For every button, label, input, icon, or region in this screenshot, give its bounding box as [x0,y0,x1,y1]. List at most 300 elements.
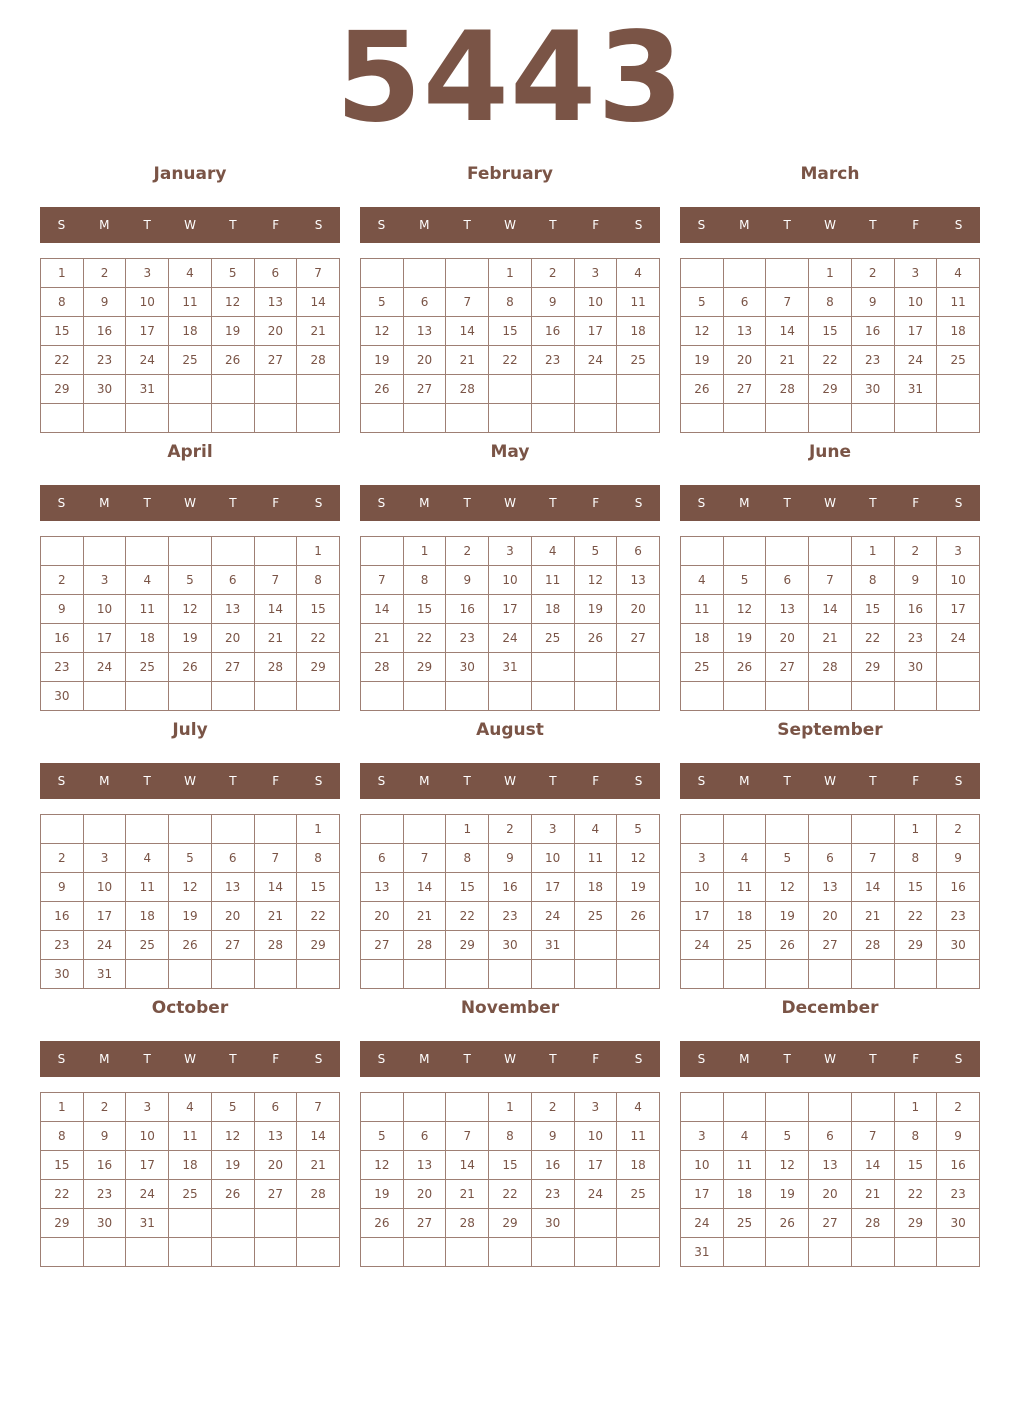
day-cell: 25 [169,346,212,375]
day-cell: 24 [681,931,724,960]
day-cell: 25 [169,1180,212,1209]
empty-day-cell [937,375,980,404]
day-cell: 6 [809,1122,852,1151]
day-cell: 15 [297,595,340,624]
day-cell: 1 [41,1093,84,1122]
weekday-label: S [697,1052,706,1066]
day-cell: 12 [169,873,212,902]
day-cell: 20 [403,1180,446,1209]
day-cell: 16 [937,1151,980,1180]
day-cell: 19 [361,346,404,375]
day-cell: 24 [126,1180,169,1209]
day-cell: 23 [894,624,937,653]
week-row [681,1209,980,1238]
month-april [40,436,340,704]
weekday-label: T [549,218,557,232]
day-cell: 27 [211,931,254,960]
empty-day-cell [723,259,766,288]
empty-day-cell [617,1238,660,1267]
empty-day-cell [361,1093,404,1122]
day-cell: 26 [723,653,766,682]
day-cell: 5 [211,259,254,288]
day-cell: 24 [574,346,617,375]
day-cell: 16 [83,1151,126,1180]
weekday-label: T [229,496,237,510]
empty-day-cell [361,682,404,711]
month-name: November [460,998,560,1018]
day-cell: 14 [361,595,404,624]
weekday-label: S [314,218,323,232]
empty-day-cell [169,815,212,844]
day-cell: 19 [681,346,724,375]
empty-day-cell [297,682,340,711]
weekday-label: S [954,774,963,788]
day-cell: 25 [681,653,724,682]
weekday-label: M [99,496,110,510]
days-grid [680,814,980,989]
week-row [41,931,340,960]
day-cell: 13 [617,566,660,595]
day-cell: 24 [126,346,169,375]
weekday-label: M [419,1052,430,1066]
weekday-label: T [143,496,151,510]
day-cell: 26 [169,931,212,960]
empty-day-cell [446,259,489,288]
empty-day-cell [446,1238,489,1267]
day-cell: 27 [254,1180,297,1209]
day-cell: 29 [894,1209,937,1238]
day-cell: 6 [211,566,254,595]
empty-day-cell [403,1093,446,1122]
weekday-header [360,207,660,243]
day-cell: 26 [574,624,617,653]
month-july [40,714,340,982]
empty-day-cell [126,960,169,989]
empty-day-cell [297,404,340,433]
week-row [361,873,660,902]
day-cell: 5 [617,815,660,844]
empty-day-cell [723,404,766,433]
day-cell: 6 [403,288,446,317]
empty-day-cell [894,960,937,989]
empty-day-cell [809,1093,852,1122]
day-cell: 18 [531,595,574,624]
day-cell: 14 [446,317,489,346]
empty-day-cell [211,682,254,711]
week-row [41,346,340,375]
day-cell: 5 [211,1093,254,1122]
day-cell: 19 [766,1180,809,1209]
empty-day-cell [83,682,126,711]
day-cell: 18 [126,902,169,931]
day-cell: 22 [446,902,489,931]
day-cell: 31 [83,960,126,989]
empty-day-cell [403,682,446,711]
weekday-label: T [549,774,557,788]
empty-day-cell [489,375,532,404]
day-cell: 25 [574,902,617,931]
month-name: March [800,164,860,184]
days-grid [360,1092,660,1267]
weekday-label: M [419,774,430,788]
day-cell: 7 [254,566,297,595]
day-cell: 27 [809,931,852,960]
empty-day-cell [937,1238,980,1267]
weekday-header [360,485,660,521]
empty-day-cell [617,1209,660,1238]
empty-day-cell [723,682,766,711]
day-cell: 14 [851,873,894,902]
empty-day-cell [617,653,660,682]
day-cell: 11 [617,1122,660,1151]
day-cell: 29 [489,1209,532,1238]
month-june [680,436,980,704]
day-cell: 6 [809,844,852,873]
day-cell: 25 [531,624,574,653]
day-cell: 14 [254,873,297,902]
day-cell: 30 [41,960,84,989]
week-row [681,595,980,624]
empty-day-cell [126,404,169,433]
weekday-label: F [272,774,280,788]
empty-day-cell [446,960,489,989]
day-cell: 3 [574,259,617,288]
weekday-label: S [314,1052,323,1066]
empty-day-cell [531,960,574,989]
days-grid [360,258,660,433]
day-cell: 16 [894,595,937,624]
day-cell: 10 [126,1122,169,1151]
weekday-label: W [824,774,836,788]
day-cell: 2 [937,1093,980,1122]
weekday-header [360,763,660,799]
day-cell: 21 [361,624,404,653]
month-name: May [490,442,530,462]
day-cell: 5 [169,566,212,595]
weekday-header [680,207,980,243]
week-row [41,288,340,317]
week-row [41,873,340,902]
day-cell: 16 [446,595,489,624]
empty-day-cell [723,960,766,989]
empty-day-cell [297,960,340,989]
day-cell: 10 [681,1151,724,1180]
day-cell: 20 [766,624,809,653]
empty-day-cell [766,1238,809,1267]
weekday-label: W [824,218,836,232]
day-cell: 11 [126,595,169,624]
week-row [681,1093,980,1122]
empty-day-cell [766,537,809,566]
day-cell: 30 [83,375,126,404]
day-cell: 4 [531,537,574,566]
day-cell: 19 [361,1180,404,1209]
empty-day-cell [83,1238,126,1267]
week-row [361,815,660,844]
days-grid [360,814,660,989]
empty-day-cell [489,682,532,711]
weekday-label: M [99,1052,110,1066]
day-cell: 22 [894,1180,937,1209]
day-cell: 27 [254,346,297,375]
day-cell: 29 [851,653,894,682]
day-cell: 6 [403,1122,446,1151]
day-cell: 2 [851,259,894,288]
day-cell: 28 [851,1209,894,1238]
day-cell: 6 [766,566,809,595]
empty-day-cell [126,537,169,566]
day-cell: 11 [126,873,169,902]
weekday-label: T [869,496,877,510]
day-cell: 21 [809,624,852,653]
empty-day-cell [574,1238,617,1267]
day-cell: 12 [766,873,809,902]
day-cell: 22 [297,902,340,931]
day-cell: 20 [617,595,660,624]
day-cell: 11 [937,288,980,317]
day-cell: 18 [617,317,660,346]
day-cell: 11 [169,288,212,317]
day-cell: 26 [361,1209,404,1238]
day-cell: 27 [211,653,254,682]
empty-day-cell [894,682,937,711]
day-cell: 4 [126,566,169,595]
day-cell: 15 [809,317,852,346]
day-cell: 12 [361,1151,404,1180]
day-cell: 5 [766,1122,809,1151]
week-row [361,566,660,595]
weekday-label: F [592,218,600,232]
week-row [681,537,980,566]
day-cell: 17 [83,902,126,931]
day-cell: 3 [574,1093,617,1122]
day-cell: 17 [681,1180,724,1209]
empty-day-cell [446,682,489,711]
week-row [681,1180,980,1209]
day-cell: 4 [681,566,724,595]
weekday-header [40,485,340,521]
day-cell: 29 [41,1209,84,1238]
day-cell: 4 [617,1093,660,1122]
weekday-label: T [869,774,877,788]
day-cell: 14 [809,595,852,624]
empty-day-cell [254,1209,297,1238]
day-cell: 20 [254,1151,297,1180]
empty-day-cell [403,259,446,288]
day-cell: 29 [446,931,489,960]
empty-day-cell [41,1238,84,1267]
day-cell: 3 [489,537,532,566]
day-cell: 28 [766,375,809,404]
day-cell: 8 [297,844,340,873]
day-cell: 17 [574,317,617,346]
empty-day-cell [937,682,980,711]
empty-day-cell [681,1093,724,1122]
day-cell: 5 [766,844,809,873]
empty-day-cell [297,1238,340,1267]
day-cell: 11 [531,566,574,595]
week-row [41,1238,340,1267]
weekday-header [40,207,340,243]
weekday-label: W [504,496,516,510]
day-cell: 27 [809,1209,852,1238]
day-cell: 15 [489,317,532,346]
weekday-label: T [783,496,791,510]
empty-day-cell [254,537,297,566]
day-cell: 29 [403,653,446,682]
day-cell: 18 [723,902,766,931]
empty-day-cell [83,404,126,433]
day-cell: 3 [937,537,980,566]
day-cell: 8 [41,1122,84,1151]
day-cell: 12 [211,288,254,317]
empty-day-cell [723,815,766,844]
day-cell: 1 [809,259,852,288]
week-row [361,844,660,873]
day-cell: 2 [83,259,126,288]
day-cell: 19 [574,595,617,624]
day-cell: 10 [531,844,574,873]
week-row [361,653,660,682]
weekday-label: F [592,1052,600,1066]
day-cell: 13 [766,595,809,624]
weekday-label: S [954,218,963,232]
day-cell: 21 [297,317,340,346]
day-cell: 10 [681,873,724,902]
day-cell: 21 [766,346,809,375]
day-cell: 4 [723,1122,766,1151]
week-row [681,404,980,433]
day-cell: 15 [297,873,340,902]
day-cell: 27 [361,931,404,960]
day-cell: 23 [41,931,84,960]
empty-day-cell [403,404,446,433]
day-cell: 30 [83,1209,126,1238]
day-cell: 13 [403,317,446,346]
months-grid [40,158,980,1260]
week-row [681,960,980,989]
day-cell: 7 [766,288,809,317]
days-grid [680,258,980,433]
day-cell: 28 [446,1209,489,1238]
weekday-label: S [634,496,643,510]
day-cell: 28 [851,931,894,960]
week-row [361,537,660,566]
day-cell: 22 [894,902,937,931]
weekday-header [680,763,980,799]
weekday-label: T [463,218,471,232]
day-cell: 19 [169,902,212,931]
week-row [41,902,340,931]
empty-day-cell [254,1238,297,1267]
month-name: July [172,720,208,740]
day-cell: 4 [169,259,212,288]
day-cell: 27 [617,624,660,653]
day-cell: 23 [937,902,980,931]
week-row [41,537,340,566]
month-august [360,714,660,982]
week-row [41,1180,340,1209]
day-cell: 23 [531,346,574,375]
month-march [680,158,980,426]
weekday-label: S [634,774,643,788]
month-january [40,158,340,426]
week-row [361,1238,660,1267]
empty-day-cell [851,404,894,433]
day-cell: 12 [361,317,404,346]
day-cell: 21 [446,1180,489,1209]
day-cell: 1 [41,259,84,288]
day-cell: 7 [446,288,489,317]
day-cell: 2 [446,537,489,566]
day-cell: 2 [489,815,532,844]
day-cell: 10 [574,1122,617,1151]
day-cell: 15 [894,873,937,902]
weekday-label: F [912,1052,920,1066]
day-cell: 31 [126,375,169,404]
weekday-label: T [463,774,471,788]
empty-day-cell [126,682,169,711]
weekday-label: M [739,218,750,232]
weekday-label: F [272,496,280,510]
weekday-label: T [143,218,151,232]
day-cell: 16 [489,873,532,902]
day-cell: 17 [574,1151,617,1180]
weekday-label: S [57,218,66,232]
day-cell: 12 [574,566,617,595]
day-cell: 21 [254,902,297,931]
day-cell: 18 [126,624,169,653]
empty-day-cell [766,960,809,989]
empty-day-cell [83,537,126,566]
empty-day-cell [403,960,446,989]
empty-day-cell [681,815,724,844]
day-cell: 29 [297,653,340,682]
week-row [361,1209,660,1238]
day-cell: 29 [809,375,852,404]
day-cell: 26 [766,1209,809,1238]
day-cell: 7 [361,566,404,595]
empty-day-cell [361,1238,404,1267]
empty-day-cell [403,815,446,844]
weekday-label: T [229,1052,237,1066]
empty-day-cell [297,375,340,404]
day-cell: 24 [83,653,126,682]
day-cell: 8 [403,566,446,595]
empty-day-cell [211,404,254,433]
week-row [41,653,340,682]
days-grid [40,258,340,433]
day-cell: 8 [489,1122,532,1151]
month-may [360,436,660,704]
day-cell: 7 [809,566,852,595]
weekday-label: T [783,1052,791,1066]
empty-day-cell [617,682,660,711]
day-cell: 8 [894,1122,937,1151]
day-cell: 10 [83,873,126,902]
day-cell: 8 [809,288,852,317]
day-cell: 26 [617,902,660,931]
day-cell: 30 [851,375,894,404]
day-cell: 6 [254,1093,297,1122]
day-cell: 7 [297,259,340,288]
weekday-label: M [419,496,430,510]
weekday-label: T [143,774,151,788]
empty-day-cell [83,815,126,844]
day-cell: 2 [894,537,937,566]
empty-day-cell [681,682,724,711]
weekday-label: M [99,218,110,232]
